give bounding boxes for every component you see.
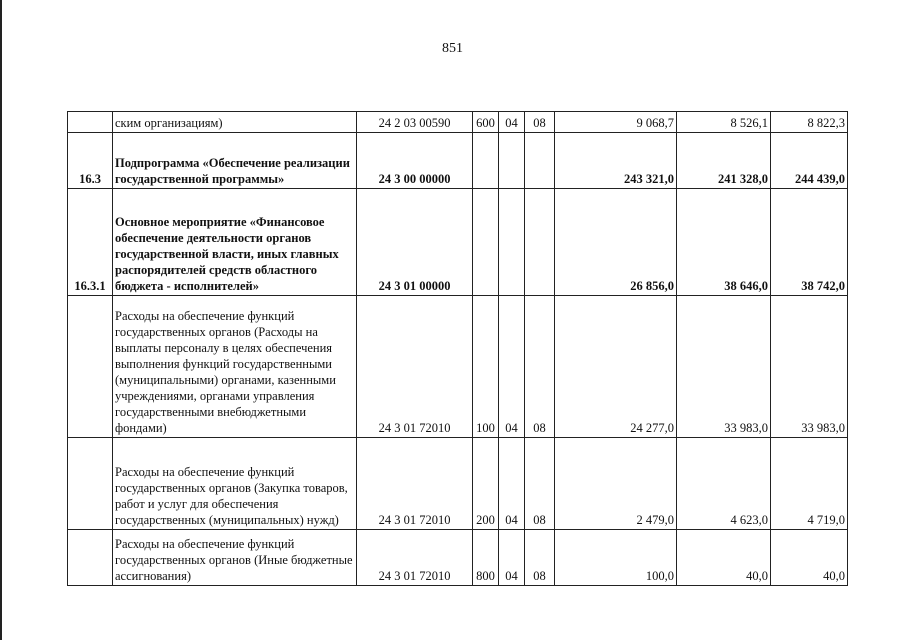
- row-year3-amount: 33 983,0: [771, 296, 848, 438]
- row-year3-amount: 38 742,0: [771, 189, 848, 296]
- row-year1-amount: 2 479,0: [555, 438, 677, 530]
- row-vr: [473, 189, 499, 296]
- table-row: [68, 112, 848, 133]
- row-year1-amount: 9 068,7: [555, 112, 677, 133]
- row-rz: [499, 133, 525, 189]
- row-number: 16.3: [68, 133, 113, 189]
- row-code: 24 3 01 00000: [357, 189, 473, 296]
- table-row: [68, 438, 848, 530]
- row-number: 16.3.1: [68, 189, 113, 296]
- table-row: [68, 530, 848, 586]
- row-year3-amount: 8 822,3: [771, 112, 848, 133]
- row-name: Подпрограмма «Обеспечение реализации государственной программы»: [113, 133, 357, 189]
- row-pr: [525, 189, 555, 296]
- table-row: [68, 189, 848, 296]
- row-vr: 800: [473, 530, 499, 586]
- row-name: Расходы на обеспечение функций государственных органов (Расходы на выплаты персоналу в целях обеспечения выполнения функций государственными (муниципальными) органами, казенными учреждениями, органами управления государственными внебюджетными фондами): [113, 296, 357, 438]
- row-year3-amount: 40,0: [771, 530, 848, 586]
- row-year1-amount: 243 321,0: [555, 133, 677, 189]
- row-vr: 600: [473, 112, 499, 133]
- table-row: [68, 133, 848, 189]
- row-name: Расходы на обеспечение функций государственных органов (Закупка товаров, работ и услуг для обеспечения государственных (муниципальных) нужд): [113, 438, 357, 530]
- row-name: Расходы на обеспечение функций государственных органов (Иные бюджетные ассигнования): [113, 530, 357, 586]
- row-pr: 08: [525, 438, 555, 530]
- row-year2-amount: 40,0: [677, 530, 771, 586]
- row-rz: 04: [499, 112, 525, 133]
- row-year3-amount: 4 719,0: [771, 438, 848, 530]
- row-year2-amount: 4 623,0: [677, 438, 771, 530]
- row-year2-amount: 8 526,1: [677, 112, 771, 133]
- row-number: [68, 530, 113, 586]
- row-code: 24 3 01 72010: [357, 530, 473, 586]
- row-year2-amount: 241 328,0: [677, 133, 771, 189]
- row-year2-amount: 38 646,0: [677, 189, 771, 296]
- page-number: 851: [442, 41, 463, 56]
- row-code: 24 3 00 00000: [357, 133, 473, 189]
- row-code: 24 2 03 00590: [357, 112, 473, 133]
- row-name: Основное мероприятие «Финансовое обеспечение деятельности органов государственной власти, иных главных распорядителей средств областного бюджета - исполнителей»: [113, 189, 357, 296]
- row-pr: [525, 133, 555, 189]
- row-name: ским организациям): [113, 112, 357, 133]
- row-year1-amount: 100,0: [555, 530, 677, 586]
- row-year1-amount: 24 277,0: [555, 296, 677, 438]
- row-pr: 08: [525, 112, 555, 133]
- row-pr: 08: [525, 530, 555, 586]
- row-vr: 200: [473, 438, 499, 530]
- row-number: [68, 296, 113, 438]
- row-rz: 04: [499, 530, 525, 586]
- table-row: [68, 296, 848, 438]
- row-year2-amount: 33 983,0: [677, 296, 771, 438]
- row-rz: 04: [499, 296, 525, 438]
- row-number: [68, 438, 113, 530]
- budget-table: [67, 111, 848, 586]
- row-rz: [499, 189, 525, 296]
- row-vr: 100: [473, 296, 499, 438]
- scan-edge-line: [0, 0, 2, 640]
- row-number: [68, 112, 113, 133]
- row-code: 24 3 01 72010: [357, 296, 473, 438]
- row-rz: 04: [499, 438, 525, 530]
- row-vr: [473, 133, 499, 189]
- row-code: 24 3 01 72010: [357, 438, 473, 530]
- row-year3-amount: 244 439,0: [771, 133, 848, 189]
- row-pr: 08: [525, 296, 555, 438]
- row-year1-amount: 26 856,0: [555, 189, 677, 296]
